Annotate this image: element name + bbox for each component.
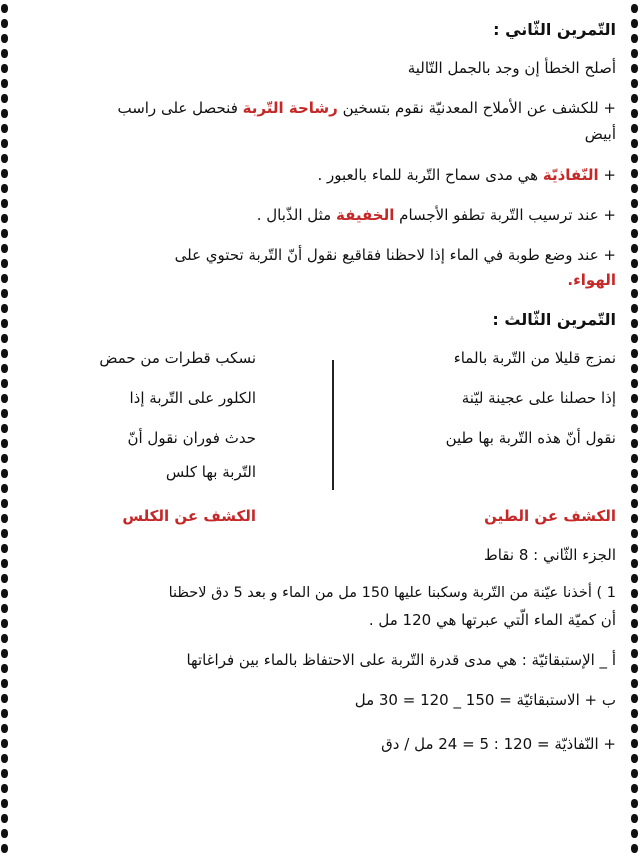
border-dot — [631, 829, 638, 838]
border-dot — [1, 109, 8, 118]
left-col-line-3: حدث فوران نقول أنّ — [127, 429, 256, 447]
border-dot — [631, 334, 638, 343]
border-dot — [1, 394, 8, 403]
border-dot — [1, 214, 8, 223]
border-dot — [1, 469, 8, 478]
exercise-2-item-4: + عند وضع طوبة في الماء إذا لاحظنا فقاقيع نقول أنّ التّربة تحتوي على — [174, 246, 616, 264]
border-dot — [631, 844, 638, 853]
border-dot — [631, 139, 638, 148]
answer-c: + النّفاذيّة = 120 : 5 = 24 مل / دق — [381, 735, 616, 753]
exercise-2-title: التّمرين الثّاني : — [493, 20, 616, 39]
left-col-line-4: التّربة بها كلس — [165, 463, 256, 481]
border-dot — [1, 754, 8, 763]
border-dot — [1, 559, 8, 568]
border-dot — [631, 64, 638, 73]
border-dot — [1, 319, 8, 328]
border-dot — [631, 79, 638, 88]
border-dot — [631, 439, 638, 448]
border-dot — [631, 754, 638, 763]
item-1-highlight: رشاحة التّربة — [242, 99, 338, 117]
right-col-label: الكشف عن الطين — [484, 507, 616, 525]
border-dot — [1, 199, 8, 208]
border-dot — [631, 559, 638, 568]
border-dot — [1, 664, 8, 673]
border-dot — [1, 49, 8, 58]
border-dot — [1, 64, 8, 73]
border-dot — [1, 124, 8, 133]
part-2-title: الجزء الثّاني : 8 نقاط — [483, 546, 616, 564]
border-dot — [1, 694, 8, 703]
border-dot — [1, 484, 8, 493]
exercise-3-title: التّمرين الثّالث : — [492, 310, 616, 329]
border-dot — [1, 94, 8, 103]
item-3-highlight: الخفيفة — [335, 206, 395, 224]
border-dot — [1, 304, 8, 313]
border-dot — [631, 349, 638, 358]
border-dot — [631, 214, 638, 223]
border-dot — [631, 274, 638, 283]
border-dot — [631, 244, 638, 253]
exercise-2-item-3 — [257, 205, 616, 225]
border-dot — [631, 574, 638, 583]
item-3-text-a: + عند ترسيب التّربة تطفو الأجسام — [399, 206, 616, 224]
border-dot — [1, 784, 8, 793]
border-dot — [631, 709, 638, 718]
border-dot — [1, 649, 8, 658]
border-dot — [631, 184, 638, 193]
border-dot — [631, 364, 638, 373]
border-dot — [631, 544, 638, 553]
border-dot — [1, 739, 8, 748]
border-dot — [631, 259, 638, 268]
border-dot — [1, 769, 8, 778]
border-dot — [1, 439, 8, 448]
border-dot — [631, 124, 638, 133]
border-dot — [631, 604, 638, 613]
border-dot — [631, 664, 638, 673]
border-dot — [1, 799, 8, 808]
border-dot — [1, 574, 8, 583]
border-dot — [631, 34, 638, 43]
item-2-plus: + — [603, 166, 616, 184]
right-col-line-3: نقول أنّ هذه التّربة بها طين — [445, 429, 616, 447]
border-dot — [631, 109, 638, 118]
border-dot — [1, 334, 8, 343]
border-dot — [631, 529, 638, 538]
item-1-text-a: + للكشف عن الأملاح المعدنيّة نقوم بتسخين — [342, 99, 616, 117]
item-2-highlight: النّفاذيّة — [542, 166, 599, 184]
border-dot — [1, 619, 8, 628]
border-dot — [1, 79, 8, 88]
border-dot — [631, 469, 638, 478]
border-dot — [1, 814, 8, 823]
border-dot — [631, 4, 638, 13]
border-dot — [631, 814, 638, 823]
border-dot — [631, 619, 638, 628]
border-dot — [1, 169, 8, 178]
border-dot — [631, 589, 638, 598]
border-dot — [631, 454, 638, 463]
border-dot — [631, 394, 638, 403]
border-dot — [631, 304, 638, 313]
question-1-line-2: أن كميّة الماء الّتي عبرتها هي 120 مل . — [368, 611, 616, 629]
border-dot — [1, 424, 8, 433]
item-1-text-b: فنحصل على راسب — [117, 99, 238, 117]
question-1-line-1: 1 ) أخذنا عيّنة من التّربة وسكبنا عليها 150 مل من الماء و بعد 5 دق لاحظنا — [168, 585, 616, 601]
item-2-text: هي مدى سماح التّربة للماء بالعبور . — [317, 166, 539, 184]
border-dot — [1, 19, 8, 28]
border-dot — [1, 829, 8, 838]
border-dot — [631, 49, 638, 58]
border-dot — [631, 154, 638, 163]
exercise-2-item-1-cont: أبيض — [584, 125, 616, 143]
border-dot — [1, 514, 8, 523]
column-divider — [332, 360, 334, 490]
border-dot — [631, 799, 638, 808]
border-dot — [631, 679, 638, 688]
border-dot — [1, 529, 8, 538]
border-dot — [1, 604, 8, 613]
border-dot — [1, 454, 8, 463]
border-dot — [1, 139, 8, 148]
border-dot — [1, 184, 8, 193]
border-dot — [631, 409, 638, 418]
border-dot — [631, 499, 638, 508]
border-dot — [1, 259, 8, 268]
right-dotted-border — [630, 0, 640, 848]
border-dot — [631, 289, 638, 298]
border-dot — [631, 514, 638, 523]
border-dot — [631, 484, 638, 493]
border-dot — [1, 409, 8, 418]
border-dot — [1, 379, 8, 388]
border-dot — [1, 244, 8, 253]
border-dot — [1, 289, 8, 298]
border-dot — [631, 19, 638, 28]
border-dot — [1, 724, 8, 733]
border-dot — [631, 694, 638, 703]
border-dot — [1, 4, 8, 13]
left-col-label: الكشف عن الكلس — [122, 507, 256, 525]
border-dot — [1, 349, 8, 358]
border-dot — [631, 169, 638, 178]
border-dot — [631, 769, 638, 778]
left-col-line-1: نسكب قطرات من حمض — [99, 349, 256, 367]
border-dot — [631, 739, 638, 748]
border-dot — [631, 229, 638, 238]
border-dot — [1, 34, 8, 43]
border-dot — [631, 319, 638, 328]
right-col-line-2: إذا حصلنا على عجينة ليّنة — [461, 389, 616, 407]
border-dot — [1, 679, 8, 688]
exercise-2-instruction: أصلح الخطأ إن وجد بالجمل التّالية — [407, 59, 616, 77]
border-dot — [1, 229, 8, 238]
border-dot — [631, 424, 638, 433]
item-3-text-b: مثل الذّبال . — [256, 206, 332, 224]
border-dot — [1, 634, 8, 643]
exercise-2-item-1 — [117, 98, 616, 118]
border-dot — [1, 499, 8, 508]
border-dot — [631, 94, 638, 103]
border-dot — [631, 649, 638, 658]
left-col-line-2: الكلور على التّربة إذا — [129, 389, 256, 407]
border-dot — [1, 364, 8, 373]
border-dot — [1, 274, 8, 283]
border-dot — [1, 844, 8, 853]
border-dot — [1, 709, 8, 718]
border-dot — [1, 154, 8, 163]
answer-b: ب + الاستبقائيّة = 150 _ 120 = 30 مل — [354, 691, 616, 709]
left-dotted-border — [0, 0, 10, 848]
border-dot — [631, 199, 638, 208]
border-dot — [631, 784, 638, 793]
border-dot — [631, 379, 638, 388]
answer-a: أ _ الإستبقائيّة : هي مدى قدرة التّربة على الاحتفاظ بالماء بين فراغاتها — [186, 651, 616, 669]
exercise-2-item-4-highlight: الهواء. — [567, 271, 616, 289]
border-dot — [1, 544, 8, 553]
exercise-2-item-2 — [318, 165, 617, 185]
border-dot — [1, 589, 8, 598]
worksheet — [14, 0, 626, 848]
right-col-line-1: نمزج قليلا من التّربة بالماء — [453, 349, 616, 367]
border-dot — [631, 724, 638, 733]
border-dot — [631, 634, 638, 643]
